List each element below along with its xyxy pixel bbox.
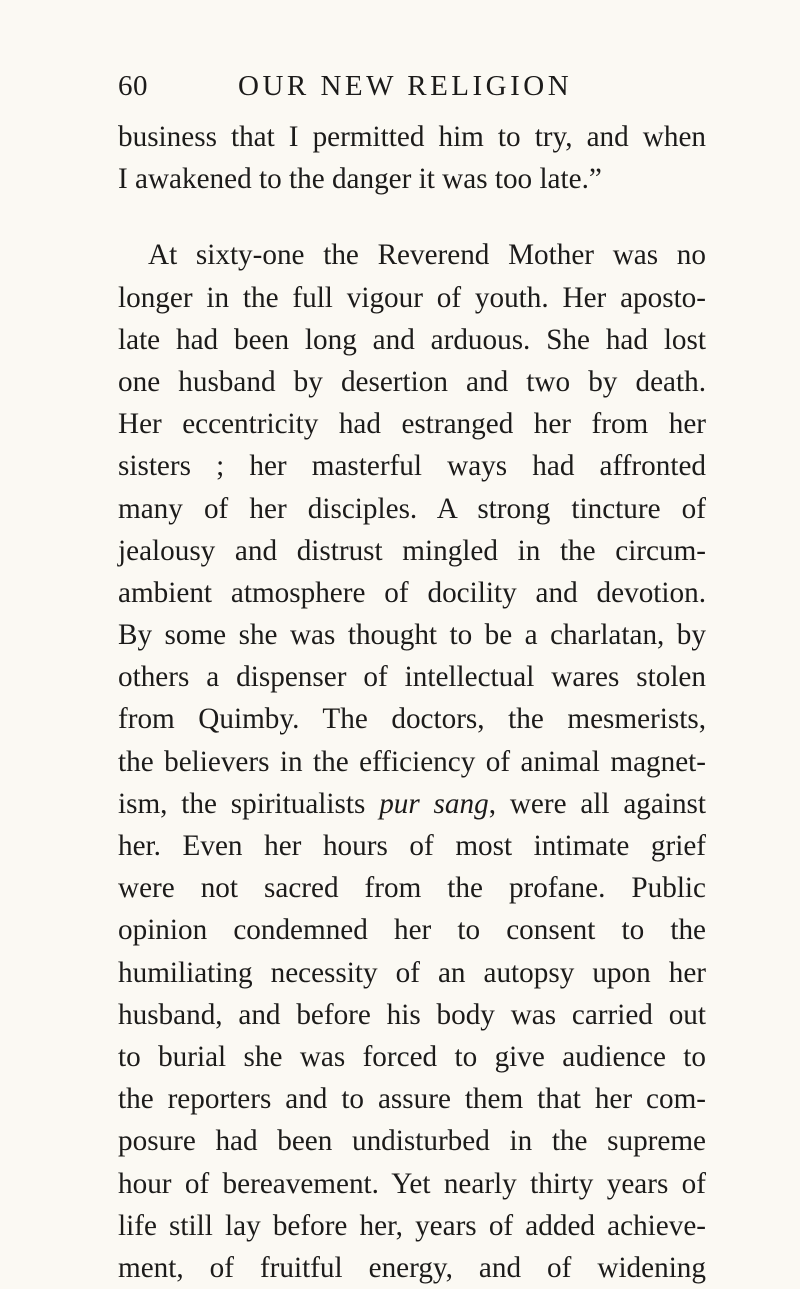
text-line: humiliating necessity of an autopsy upon her: [118, 956, 706, 989]
text-line: ambient atmosphere of docility and devotion.: [118, 576, 706, 609]
text-line: jealousy and distrust mingled in the circum-: [118, 534, 706, 567]
text-line: her. Even her hours of most intimate grief: [118, 830, 706, 862]
text-line: business that I permitted him to try, and when: [118, 121, 706, 153]
text-line: the reporters and to assure them that her com-: [118, 1083, 706, 1116]
text-line: longer in the full vigour of youth. Her aposto-: [118, 281, 706, 314]
text-line: life still lay before her, years of added achieve-: [118, 1209, 706, 1242]
text-segment: ism, the spiritualists: [118, 787, 366, 820]
text-line: late had been long and arduous. She had lost: [118, 323, 706, 356]
text-line: Her eccentricity had estranged her from her: [118, 408, 706, 441]
running-title: OUR NEW RELIGION: [238, 70, 573, 102]
text-line: others a dispenser of intellectual wares stolen: [118, 661, 706, 694]
text-line: from Quimby. The doctors, the mesmerists,: [118, 703, 706, 736]
text-line: hour of bereavement. Yet nearly thirty years of: [118, 1167, 706, 1200]
text-line: I awakened to the danger it was too late.”: [118, 163, 602, 196]
text-line: By some she was thought to be a charlatan, by: [118, 619, 706, 652]
text-segment: , were all against: [488, 787, 707, 820]
text-line: were not sacred from the profane. Public: [118, 872, 706, 905]
text-line: posure had been undisturbed in the supreme: [118, 1125, 706, 1158]
text-line: ment, of fruitful energy, and of widening: [118, 1251, 706, 1284]
text-line: one husband by desertion and two by death.: [118, 365, 706, 398]
body-text: [118, 116, 706, 1289]
page-number: 60: [118, 70, 148, 102]
text-line: husband, and before his body was carried out: [118, 998, 706, 1031]
text-line: the believers in the efficiency of animal magnet-: [118, 745, 706, 778]
italic-phrase: pur sang: [379, 787, 489, 820]
text-line: At sixty-one the Reverend Mother was no: [148, 239, 706, 272]
running-head: [118, 70, 708, 110]
text-line: to burial she was forced to give audience to: [118, 1040, 706, 1073]
text-line: opinion condemned her to consent to the: [118, 914, 706, 947]
text-line-with-italic: [118, 783, 706, 825]
paragraph-gap: [118, 200, 706, 234]
text-line: many of her disciples. A strong tincture of: [118, 492, 706, 525]
text-line: sisters ; her masterful ways had affronted: [118, 450, 706, 483]
